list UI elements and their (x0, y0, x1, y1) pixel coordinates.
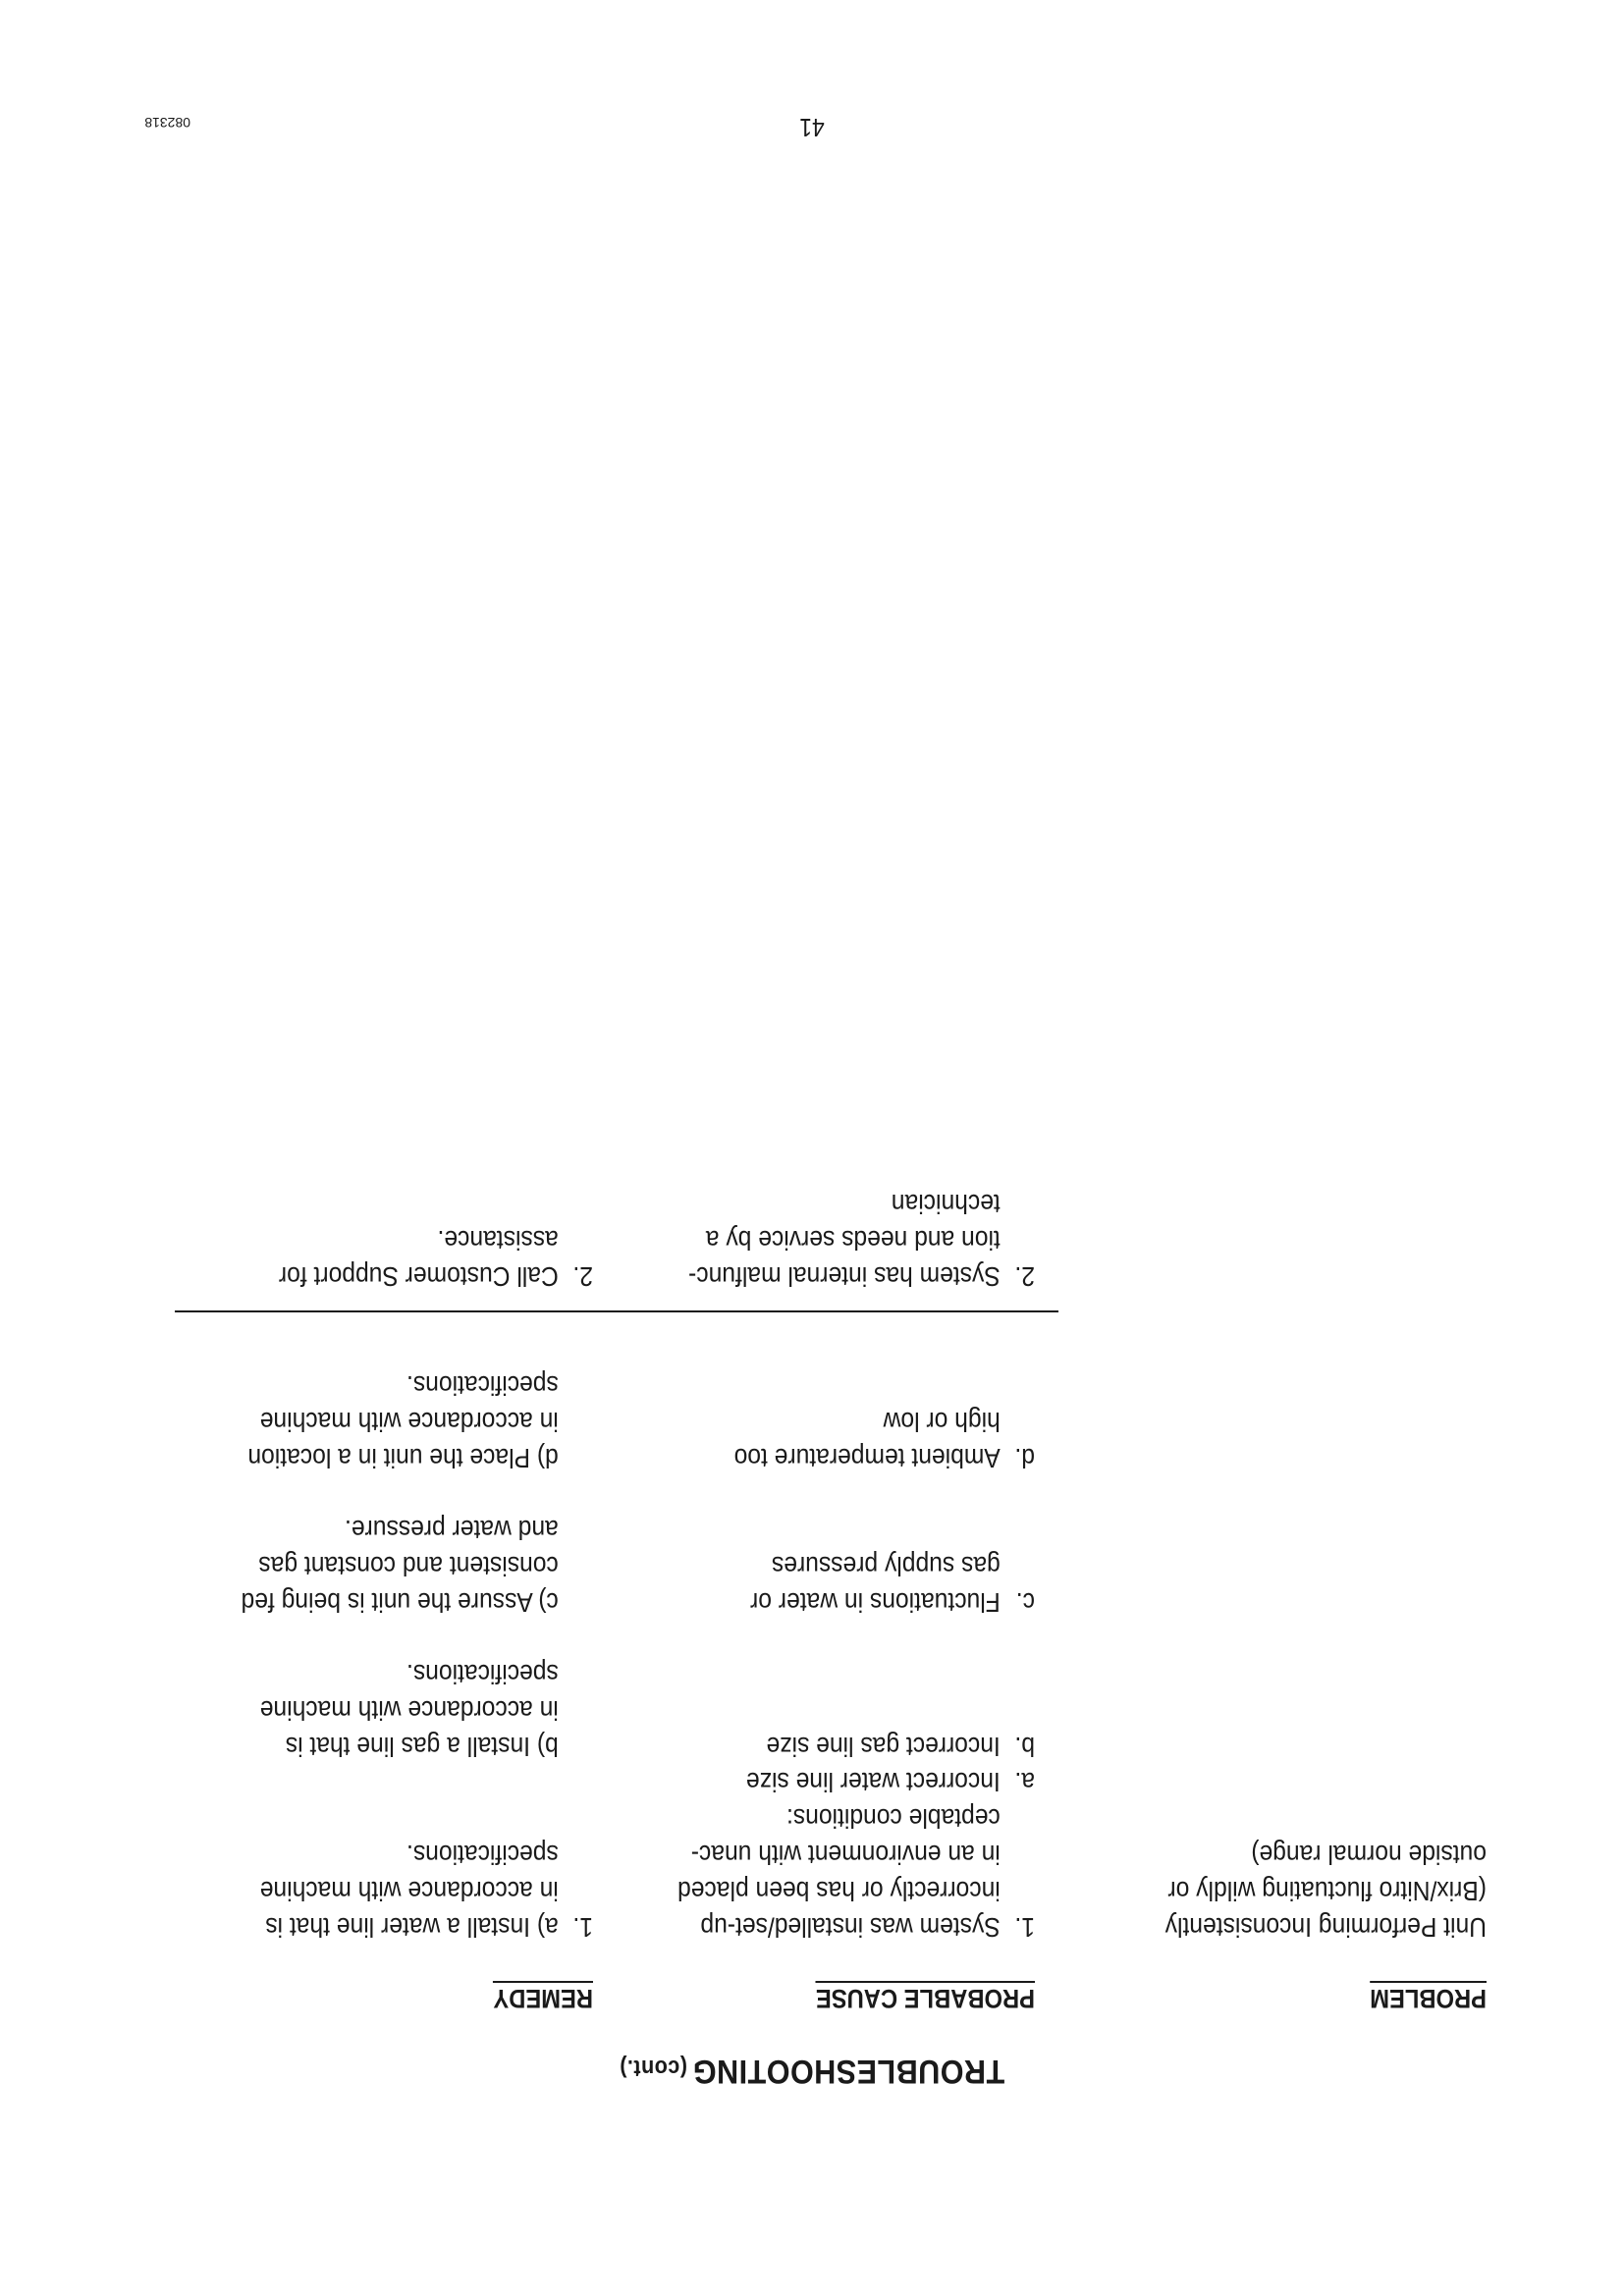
remedy-1d-line: d) Place the unit in a location (247, 1443, 559, 1473)
remedy-1c-line: consistent and constant gas (258, 1551, 559, 1581)
cause-1-line: incorrectly or has been placed (677, 1876, 1001, 1906)
page-number: 41 (799, 113, 825, 142)
header-remedy: REMEDY (493, 1981, 593, 2013)
remedy-1b-line: b) Install a gas line that is (285, 1732, 559, 1762)
remedy-1d (247, 1367, 593, 1476)
section-divider (175, 1310, 1058, 1312)
cause-1d-letter: d. (1014, 1443, 1035, 1473)
cause-1-number: 1. (1014, 1912, 1035, 1943)
title-sub: (cont.) (619, 2055, 687, 2081)
cause-1b (766, 1729, 1035, 1765)
remedy-2-line: Call Customer Support for (278, 1261, 559, 1292)
remedy-1b (260, 1656, 593, 1765)
cause-2 (688, 1186, 1035, 1295)
remedy-2-line: assistance. (437, 1225, 559, 1255)
remedy-1b-line: in accordance with machine (259, 1695, 559, 1726)
problem-line: (Brix/Nitro fluctuating wildly or (1167, 1876, 1487, 1906)
cause-1a-letter: a. (1014, 1767, 1035, 1797)
remedy-1a-line: in accordance with machine (259, 1876, 559, 1906)
title-main: TROUBLESHOOTING (692, 2053, 1005, 2090)
cause-1c-letter: c. (1015, 1587, 1035, 1618)
header-probable-cause: PROBABLE CAUSE (816, 1981, 1035, 2013)
cause-1c (750, 1548, 1035, 1621)
cause-1a-text: Incorrect water line size (745, 1767, 1001, 1797)
cause-1d (734, 1404, 1035, 1476)
problem-line: Unit Performing Inconsistently (1164, 1912, 1487, 1943)
problem-line: outside normal range) (1251, 1840, 1487, 1870)
remedy-1c-line: c) Assure the unit is being fed (241, 1587, 559, 1618)
cause-1c-text: gas supply pressures (771, 1551, 1001, 1581)
cause-1 (677, 1764, 1035, 1946)
cause-1d-text: Ambient temperature too (733, 1443, 1001, 1473)
remedy-1c-line: and water pressure. (345, 1515, 559, 1545)
document-code: 082318 (144, 115, 190, 131)
cause-1d-text: high or low (883, 1407, 1001, 1437)
remedy-1c (242, 1512, 593, 1621)
cause-1-line: System was installed/set-up (700, 1912, 1001, 1943)
problem-text (1123, 1837, 1487, 1946)
remedy-1a-line: specifications. (406, 1840, 559, 1870)
cause-1b-letter: b. (1014, 1732, 1035, 1762)
remedy-2 (279, 1222, 593, 1295)
cause-2-line: tion and needs service by a (705, 1225, 1001, 1255)
cause-1-line: ceptable conditions: (785, 1803, 1001, 1834)
remedy-1a (260, 1837, 593, 1946)
cause-1b-text: Incorrect gas line size (766, 1732, 1001, 1762)
header-problem: PROBLEM (1370, 1981, 1487, 2013)
remedy-2-number: 2. (572, 1261, 593, 1292)
page-title (81, 2052, 1543, 2090)
cause-2-number: 2. (1014, 1261, 1035, 1292)
remedy-1d-line: in accordance with machine (259, 1407, 559, 1437)
cause-1-line: in an environment with unac- (690, 1840, 1001, 1870)
cause-1c-text: Fluctuations in water or (750, 1587, 1001, 1618)
cause-2-line: technician (891, 1189, 1001, 1219)
remedy-1-number: 1. (572, 1912, 593, 1943)
cause-2-line: System has internal malfunc- (688, 1261, 1001, 1292)
remedy-1a-line: a) Install a water line that is (265, 1912, 559, 1943)
remedy-1d-line: specifications. (406, 1370, 559, 1401)
remedy-1b-line: specifications. (406, 1659, 559, 1689)
